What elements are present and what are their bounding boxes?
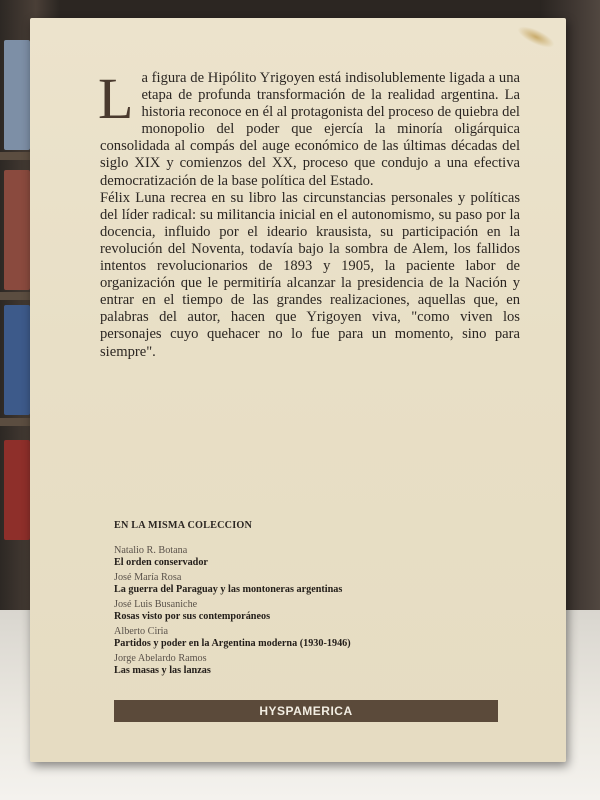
entry-title: Las masas y las lanzas <box>114 665 211 676</box>
entry-title: Rosas visto por sus contemporáneos <box>114 611 271 622</box>
entry-title: Partidos y poder en la Argentina moderna (1930-1946) <box>114 638 351 649</box>
entry-author: Jorge Abelardo Ramos <box>114 653 207 664</box>
drop-cap: L <box>98 66 134 131</box>
list-item <box>114 599 514 623</box>
back-cover-blurb <box>98 66 520 361</box>
same-collection-list <box>114 520 514 680</box>
list-item <box>114 572 514 596</box>
entry-author: Alberto Ciria <box>114 626 169 637</box>
book-spine <box>4 40 30 150</box>
entry-author: José Luis Busaniche <box>114 599 198 610</box>
blurb-paragraph-1: a figura de Hipólito Yrigoyen está indisolublemente ligada a una etapa de profunda transformación de la realidad argentina. La historia reconoce en él al protagonista del proceso de quiebra del monopolio del poder que ejercía la minoría oligárquica consolidada al compás del auge económico de las últimas décadas del siglo XIX y comienzos del XX, proceso que condujo a una efectiva democratización de la base política del Estado. <box>100 70 520 189</box>
blurb-paragraph-2: Félix Luna recrea en su libro las circunstancias personales y políticas del líder radical: su militancia inicial en el autonomismo, su paso por la docencia, influido por el ideario krausista, su participación en la revolución del Noventa, todavía bajo la sombra de Alem, los fallidos intentos revolucionarios de 1893 y 1905, la paciente labor de organización que le permitiría alcanzar la presidencia de la Nación y entrar en el tiempo de las grandes realizaciones, aquellas que, en palabras del autor, hacen que Yrigoyen viva, "como viven los personajes cuyo quehacer no lo fue para un momento, sino para siempre". <box>100 189 520 360</box>
book-back-cover <box>30 18 566 762</box>
entry-author: José María Rosa <box>114 572 182 583</box>
book-spine <box>4 440 30 540</box>
publisher-logo-bar: HYSPAMERICA <box>114 700 498 722</box>
list-item <box>114 653 514 677</box>
book-spine <box>4 305 30 415</box>
book-spine <box>4 170 30 290</box>
list-item <box>114 545 514 569</box>
collection-heading: EN LA MISMA COLECCION <box>114 520 253 531</box>
entry-title: El orden conservador <box>114 557 208 568</box>
list-item <box>114 626 514 650</box>
entry-author: Natalio R. Botana <box>114 545 188 556</box>
stain-mark <box>515 22 557 52</box>
entry-title: La guerra del Paraguay y las montoneras argentinas <box>114 584 343 595</box>
